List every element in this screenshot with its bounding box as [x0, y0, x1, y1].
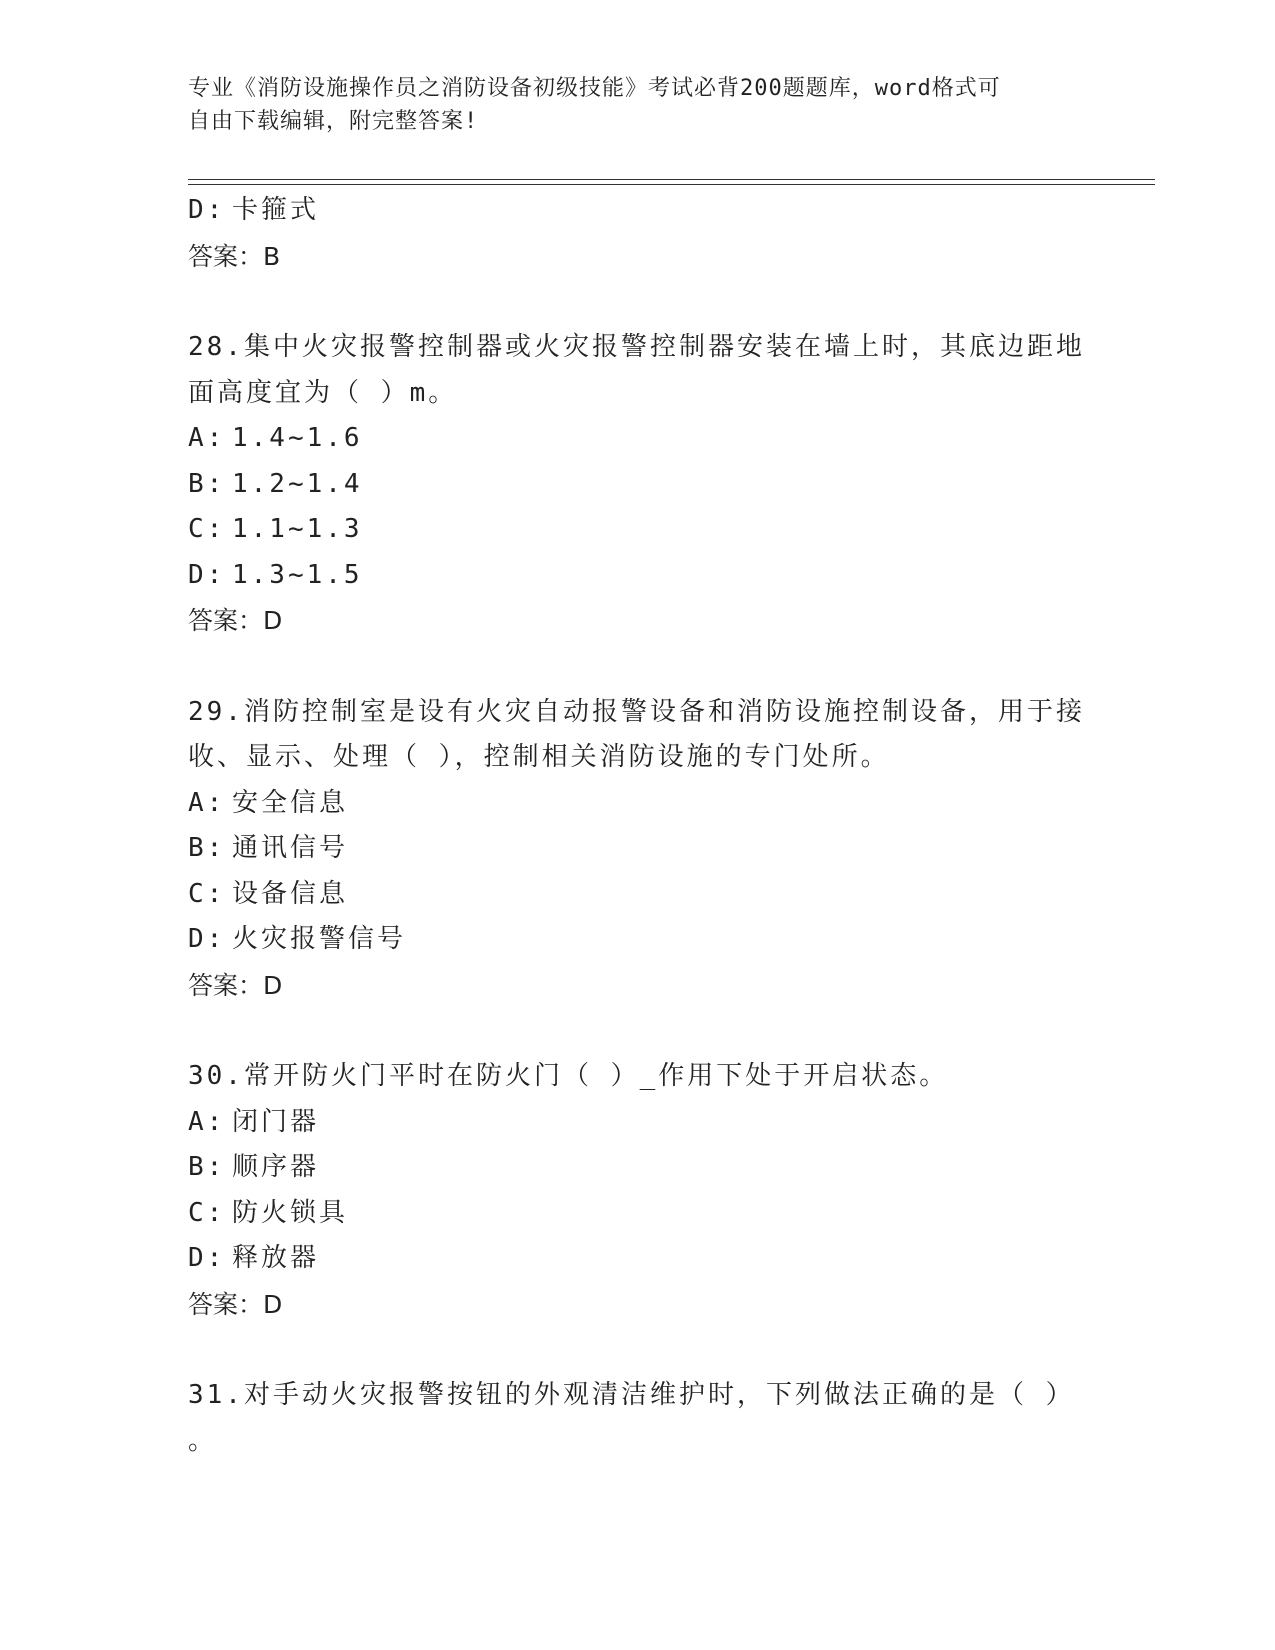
option-c — [188, 1191, 1088, 1237]
question-text-cont: 收、显示、处理（ ），控制相关消防设施的专门处所。 — [188, 742, 890, 772]
option-a — [188, 416, 1088, 462]
document-header — [188, 72, 1068, 138]
option-text: 1.2~1.4 — [232, 468, 363, 499]
question-28 — [188, 325, 1088, 644]
option-text: 1.3~1.5 — [232, 559, 363, 590]
option-label: A: — [188, 1106, 226, 1137]
option-a — [188, 1100, 1088, 1146]
spacer — [188, 1008, 1088, 1054]
question-31 — [188, 1373, 1088, 1464]
question-29 — [188, 690, 1088, 1009]
option-d — [188, 917, 1088, 963]
header-divider-top — [188, 179, 1155, 180]
option-label: A: — [188, 787, 226, 818]
header-title-line-1: 专业《消防设施操作员之消防设备初级技能》考试必背200题题库，word格式可 — [188, 76, 1001, 101]
option-label: C: — [188, 514, 226, 544]
option-c — [188, 872, 1088, 918]
option-text: 闭门器 — [232, 1106, 320, 1137]
option-d — [188, 553, 1088, 599]
option-label: D: — [188, 195, 226, 225]
option-text: 卡箍式 — [232, 195, 320, 225]
answer-line: 答案：B — [188, 241, 281, 271]
option-text: 防火锁具 — [232, 1197, 349, 1228]
question-text-cont: 。 — [188, 1425, 218, 1456]
option-label: D: — [188, 1243, 226, 1273]
option-label: A: — [188, 423, 226, 453]
question-30 — [188, 1054, 1088, 1327]
header-title-line-2: 自由下载编辑，附完整答案! — [188, 109, 479, 134]
answer-line: 答案：D — [188, 970, 283, 1000]
option-c — [188, 507, 1088, 553]
answer-line: 答案：D — [188, 606, 283, 635]
question-text-cont: 面高度宜为（ ）m。 — [188, 377, 458, 408]
option-text: 火灾报警信号 — [232, 924, 407, 954]
option-text: 顺序器 — [232, 1152, 320, 1182]
option-text: 1.1~1.3 — [232, 514, 363, 544]
option-text: 1.4~1.6 — [232, 423, 363, 453]
header-divider-bottom — [188, 184, 1155, 185]
option-text: 安全信息 — [232, 787, 349, 818]
option-b — [188, 1145, 1088, 1191]
option-label: C: — [188, 1197, 226, 1228]
option-label: D: — [188, 924, 226, 954]
option-a — [188, 781, 1088, 827]
option-text: 释放器 — [232, 1243, 320, 1273]
option-label: C: — [188, 878, 226, 909]
option-label: B: — [188, 1152, 226, 1182]
question-text: 28.集中火灾报警控制器或火灾报警控制器安装在墙上时，其底边距地 — [188, 332, 1085, 362]
option-label: B: — [188, 833, 226, 863]
option-d — [188, 188, 1088, 234]
question-text: 30.常开防火门平时在防火门（ ）_作用下处于开启状态。 — [188, 1061, 949, 1091]
spacer — [188, 279, 1088, 325]
question-text: 29.消防控制室是设有火灾自动报警设备和消防设施控制设备，用于接 — [188, 696, 1085, 727]
option-text: 通讯信号 — [232, 833, 349, 863]
answer-line: 答案：D — [188, 1289, 283, 1319]
question-text: 31.对手动火灾报警按钮的外观清洁维护时，下列做法正确的是（ ） — [188, 1380, 1075, 1410]
document-body — [188, 188, 1088, 1464]
option-b — [188, 462, 1088, 508]
option-b — [188, 826, 1088, 872]
option-label: D: — [188, 559, 226, 590]
spacer — [188, 1327, 1088, 1373]
option-text: 设备信息 — [232, 878, 349, 909]
spacer — [188, 644, 1088, 690]
option-d — [188, 1236, 1088, 1282]
option-label: B: — [188, 468, 226, 499]
